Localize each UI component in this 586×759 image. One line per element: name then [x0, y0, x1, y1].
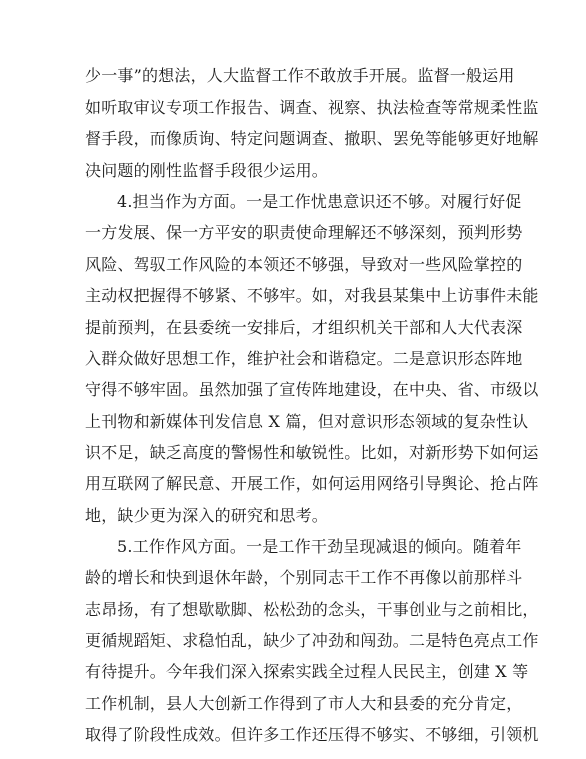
text-line: 有待提升。今年我们深入探索实践全过程人民民主，创建 X 等: [85, 662, 529, 681]
text-line: 地，缺少更为深入的研究和思考。: [85, 506, 329, 525]
text-line: 守得不够牢固。虽然加强了宣传阵地建设，在中央、省、市级以: [85, 380, 539, 399]
text-line: 取得了阶段性成效。但许多工作还压得不够实、不够细，引领机: [85, 725, 539, 744]
paragraph-first-line: 5.工作作风方面。一是工作干劲呈现减退的倾向。随着年: [117, 537, 522, 556]
text-line: 更循规蹈矩、求稳怕乱，缺少了冲劲和闯劲。二是特色亮点工作: [85, 631, 539, 650]
text-line: 督手段，而像质询、特定问题调查、撤职、罢免等能够更好地解: [85, 129, 539, 148]
text-line: 如听取审议专项工作报告、调查、视察、执法检查等常规柔性监: [85, 98, 539, 117]
text-line: 上刊物和新媒体刊发信息 X 篇，但对意识形态领域的复杂性认: [85, 412, 529, 431]
text-line: 工作机制，县人大创新工作得到了市人大和县委的充分肯定，: [85, 694, 523, 713]
text-line: 识不足，缺乏高度的警惕性和敏锐性。比如，对新形势下如何运: [85, 443, 539, 462]
paragraph-first-line: 4.担当作为方面。一是工作忧患意识还不够。对履行好促: [117, 192, 522, 211]
text-line: 龄的增长和快到退休年龄，个别同志干工作不再像以前那样斗: [85, 568, 523, 587]
text-line: 一方发展、保一方平安的职责使命理解还不够深刻，预判形势: [85, 223, 523, 242]
text-line: 用互联网了解民意、开展工作，如何运用网络引导舆论、抢占阵: [85, 474, 539, 493]
text-line: 决问题的刚性监督手段很少运用。: [85, 161, 329, 180]
text-line: 风险、驾驭工作风险的本领还不够强，导致对一些风险掌控的: [85, 255, 523, 274]
text-line: 入群众做好思想工作，维护社会和谐稳定。二是意识形态阵地: [85, 349, 523, 368]
text-line: 主动权把握得不够紧、不够牢。如，对我县某集中上访事件未能: [85, 286, 539, 305]
text-line: 志昂扬，有了想歇歇脚、松松劲的念头，干事创业与之前相比，: [85, 600, 539, 619]
text-line: 提前预判，在县委统一安排后，才组织机关干部和人大代表深: [85, 318, 523, 337]
text-line: 少一事”的想法，人大监督工作不敢放手开展。监督一般运用: [85, 66, 515, 85]
